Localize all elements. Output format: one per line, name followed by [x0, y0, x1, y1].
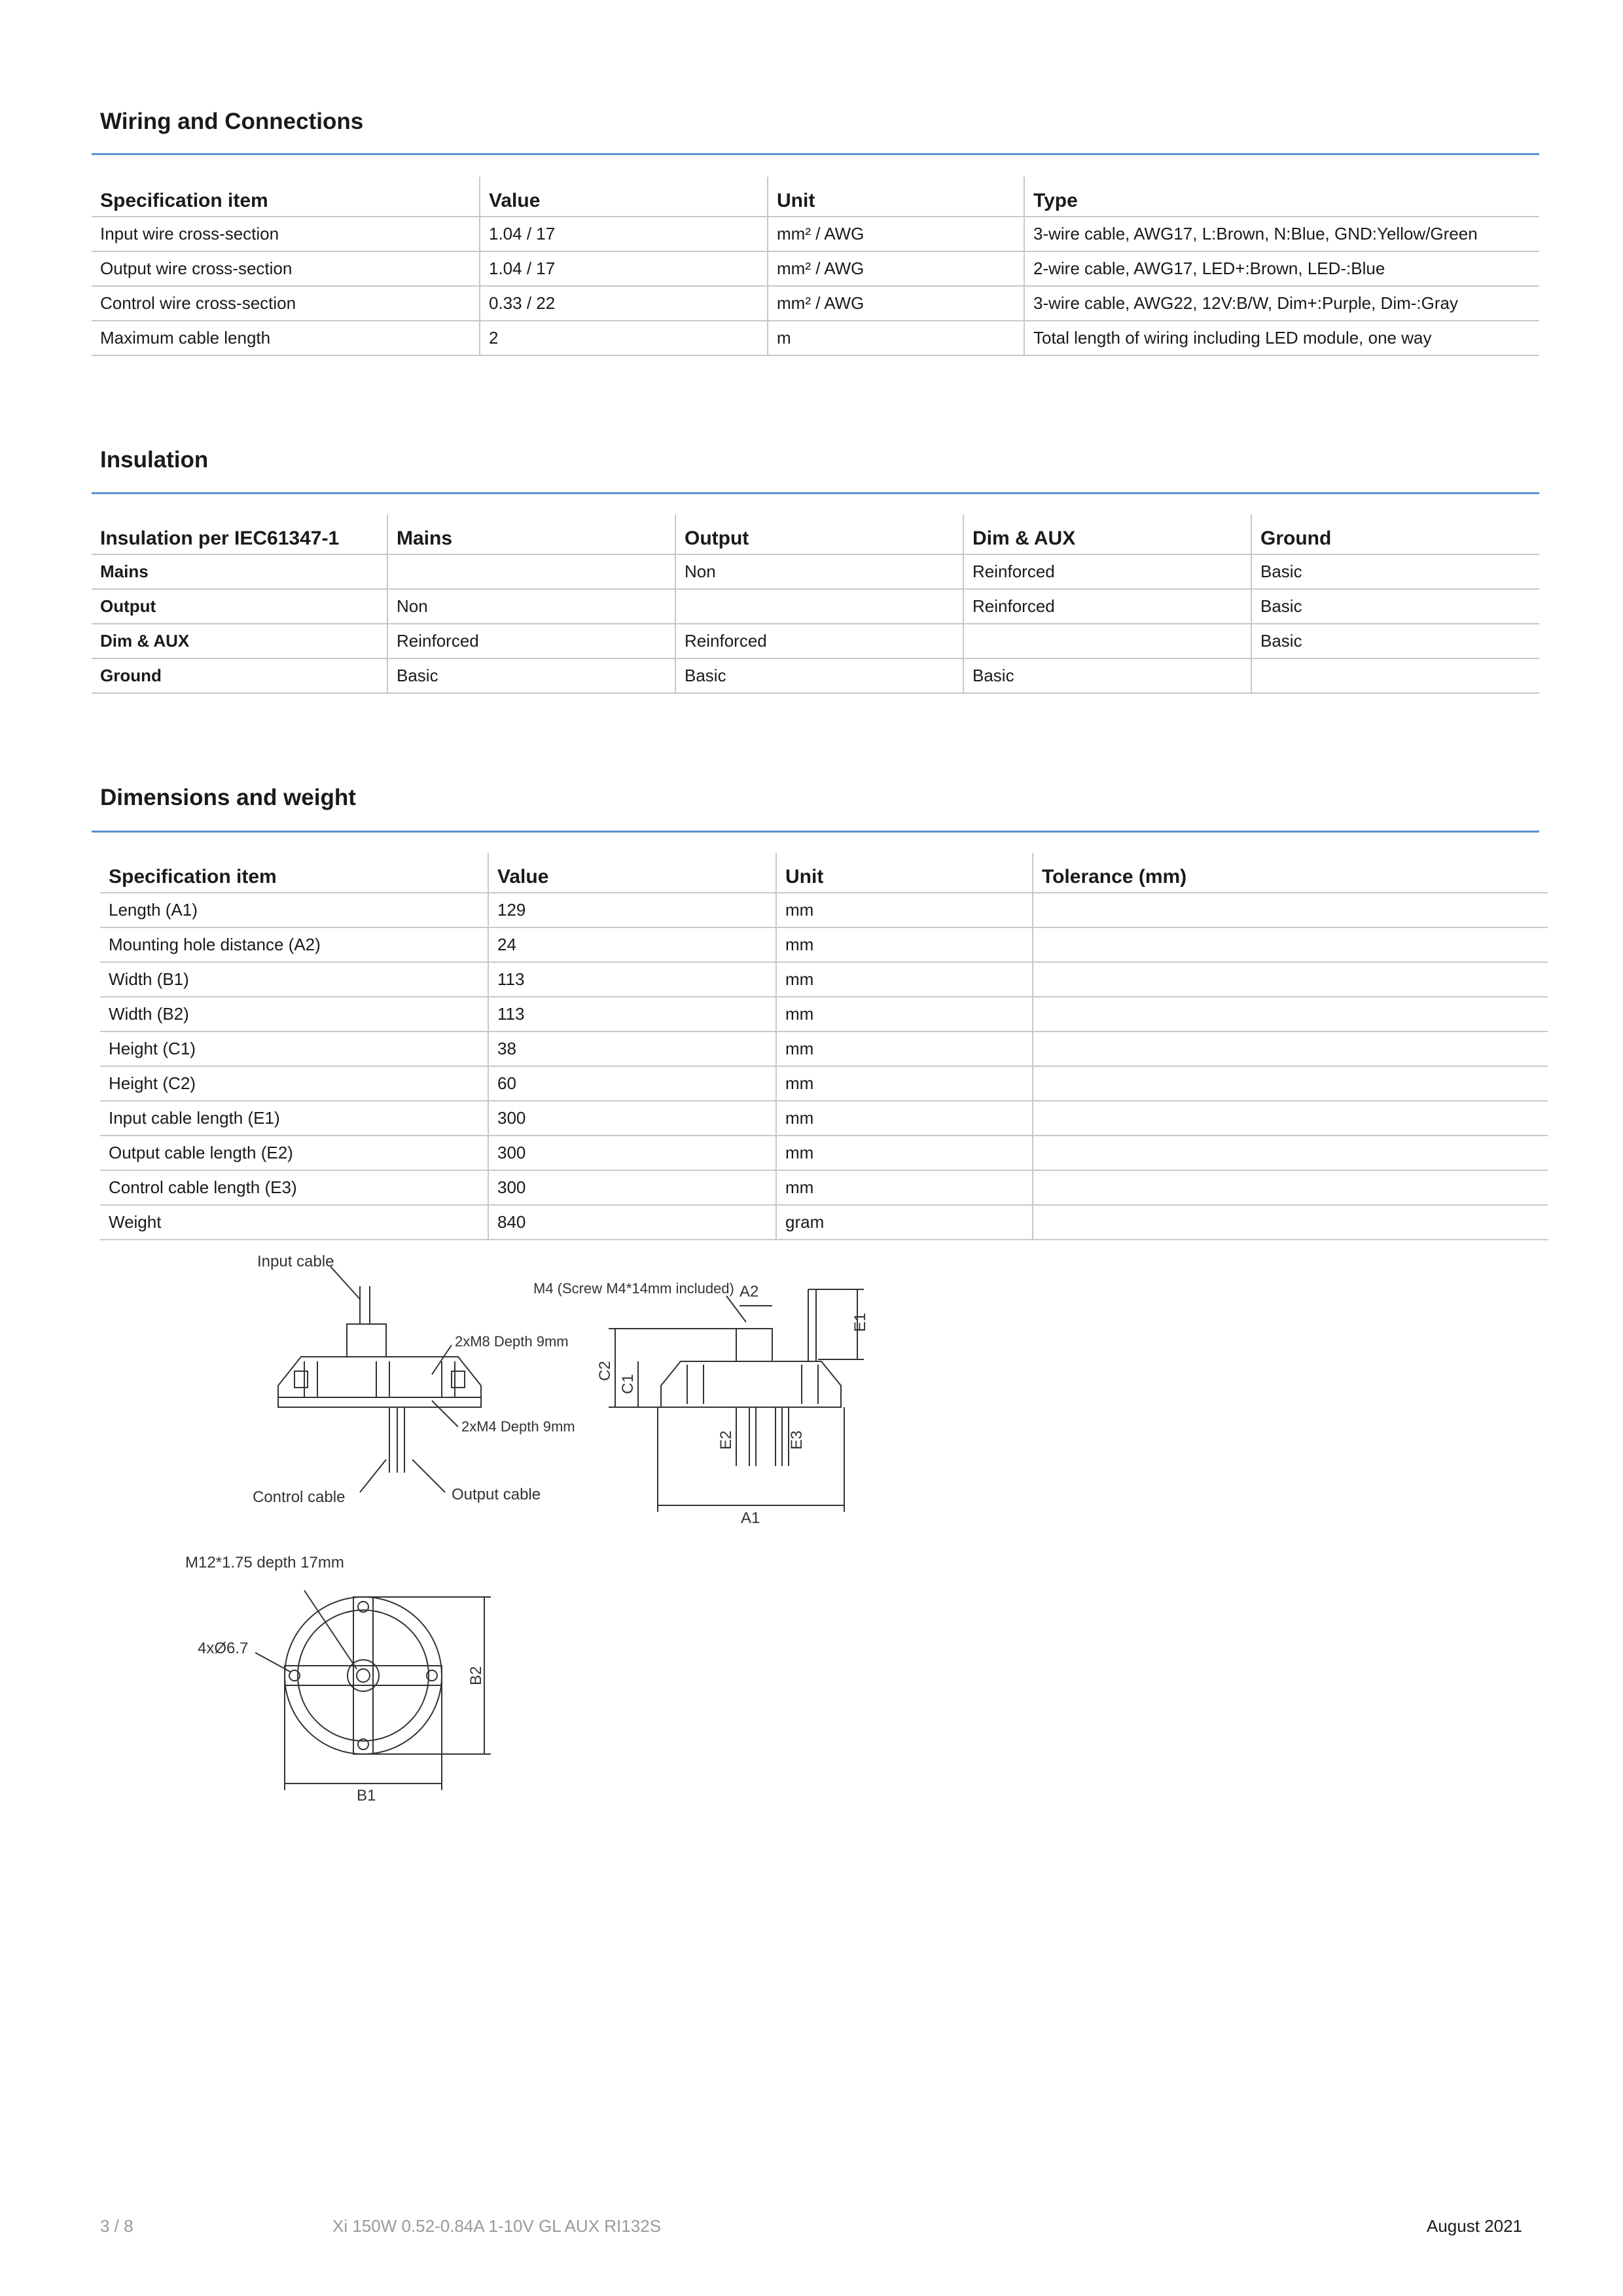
- table-cell: mm: [776, 1170, 1033, 1205]
- table-cell: [1033, 1170, 1548, 1205]
- table-cell: Width (B2): [100, 997, 488, 1031]
- cable-gland: [736, 1329, 772, 1361]
- section-title-dimensions: Dimensions and weight: [100, 785, 356, 810]
- section-title-insulation: Insulation: [100, 447, 209, 473]
- table-cell: [1033, 1136, 1548, 1170]
- page-number: 3 / 8: [100, 2216, 134, 2236]
- label-m8-holes: 2xM8 Depth 9mm: [455, 1333, 569, 1350]
- column-header: Ground: [1251, 514, 1539, 554]
- column-header: Unit: [776, 853, 1033, 893]
- table-cell: mm² / AWG: [768, 286, 1024, 321]
- table-row: [100, 997, 1548, 1031]
- dimension-drawing: [164, 1240, 916, 1816]
- table-cell: mm² / AWG: [768, 251, 1024, 286]
- table-cell: [1033, 997, 1548, 1031]
- table-cell: [1251, 658, 1539, 693]
- table-row: [92, 589, 1539, 624]
- table-row: [100, 1205, 1548, 1240]
- product-name: Xi 150W 0.52-0.84A 1-10V GL AUX RI132S: [332, 2216, 661, 2236]
- table-cell: 24: [488, 927, 776, 962]
- table-row: [100, 1031, 1548, 1066]
- table-cell: gram: [776, 1205, 1033, 1240]
- table-cell: mm: [776, 997, 1033, 1031]
- leader-line: [360, 1460, 386, 1492]
- leader-line: [304, 1590, 357, 1669]
- label-c1: C1: [619, 1374, 637, 1394]
- center-boss: [348, 1660, 379, 1691]
- section-rule: [92, 492, 1539, 494]
- table-row: [92, 251, 1539, 286]
- row-header: Dim & AUX: [92, 624, 387, 658]
- table-cell: Height (C1): [100, 1031, 488, 1066]
- label-m4-holes: 2xM4 Depth 9mm: [461, 1418, 575, 1435]
- table-row: [92, 217, 1539, 251]
- table-cell: [1033, 962, 1548, 997]
- table-cell: [1033, 1031, 1548, 1066]
- column-header: Mains: [387, 514, 675, 554]
- table-row: [100, 1136, 1548, 1170]
- table-cell: mm: [776, 1066, 1033, 1101]
- table-cell: Input wire cross-section: [92, 217, 480, 251]
- leader-line: [412, 1460, 445, 1492]
- table-cell: Output wire cross-section: [92, 251, 480, 286]
- label-b1: B1: [357, 1787, 376, 1804]
- table-cell: 300: [488, 1136, 776, 1170]
- column-header: Output: [675, 514, 963, 554]
- table-cell: 113: [488, 962, 776, 997]
- mounting-tab: [294, 1371, 308, 1388]
- row-header: Output: [92, 589, 387, 624]
- column-header: Tolerance (mm): [1033, 853, 1548, 893]
- table-cell: 300: [488, 1101, 776, 1136]
- table-cell: mm: [776, 893, 1033, 927]
- housing-fins: [304, 1361, 455, 1397]
- table-cell: Basic: [1251, 624, 1539, 658]
- table-cell: [1033, 1205, 1548, 1240]
- housing-inner-circle: [298, 1610, 429, 1741]
- table-cell: 2: [480, 321, 768, 355]
- table-cell: Output cable length (E2): [100, 1136, 488, 1170]
- column-header: Insulation per IEC61347-1: [92, 514, 387, 554]
- column-header: Value: [480, 177, 768, 217]
- mounting-tab: [452, 1371, 465, 1388]
- section-rule: [92, 831, 1539, 833]
- dimensions-table: [100, 853, 1548, 1240]
- table-row: [100, 893, 1548, 927]
- table-cell: [1033, 1066, 1548, 1101]
- table-cell: Reinforced: [675, 624, 963, 658]
- label-mounting-holes: 4xØ6.7: [198, 1640, 249, 1657]
- table-cell: 3-wire cable, AWG17, L:Brown, N:Blue, GND:Yellow/Green: [1024, 217, 1539, 251]
- table-cell: Basic: [1251, 554, 1539, 589]
- driver-housing-outline: [661, 1361, 841, 1407]
- wiring-table: [92, 177, 1539, 356]
- table-row: [100, 962, 1548, 997]
- table-cell: Height (C2): [100, 1066, 488, 1101]
- table-cell: 0.33 / 22: [480, 286, 768, 321]
- housing-fins: [687, 1365, 818, 1404]
- label-e1: E1: [851, 1312, 869, 1332]
- table-cell: [1033, 893, 1548, 927]
- label-a2: A2: [740, 1283, 759, 1300]
- row-header: Mains: [92, 554, 387, 589]
- table-row: [92, 554, 1539, 589]
- side-view: [253, 1253, 575, 1506]
- label-m12: M12*1.75 depth 17mm: [185, 1554, 344, 1571]
- label-input-cable: Input cable: [257, 1253, 334, 1270]
- top-view: [185, 1554, 491, 1804]
- table-cell: 1.04 / 17: [480, 217, 768, 251]
- table-cell: Mounting hole distance (A2): [100, 927, 488, 962]
- section-rule: [92, 153, 1539, 155]
- label-m4-screw: M4 (Screw M4*14mm included): [533, 1280, 734, 1297]
- document-date: August 2021: [1427, 2216, 1523, 2236]
- label-e3: E3: [788, 1430, 806, 1450]
- label-e2: E2: [717, 1430, 735, 1450]
- table-cell: [1033, 1101, 1548, 1136]
- table-cell: 60: [488, 1066, 776, 1101]
- driver-housing-outline: [278, 1357, 481, 1407]
- insulation-table: [92, 514, 1539, 694]
- table-cell: [387, 554, 675, 589]
- table-cell: m: [768, 321, 1024, 355]
- table-header-row: [92, 514, 1539, 554]
- table-cell: [1033, 927, 1548, 962]
- table-cell: Maximum cable length: [92, 321, 480, 355]
- table-cell: mm: [776, 962, 1033, 997]
- table-row: [92, 286, 1539, 321]
- table-cell: mm² / AWG: [768, 217, 1024, 251]
- column-header: Unit: [768, 177, 1024, 217]
- column-header: Dim & AUX: [963, 514, 1251, 554]
- table-cell: 129: [488, 893, 776, 927]
- table-row: [92, 624, 1539, 658]
- label-output-cable: Output cable: [452, 1486, 541, 1503]
- table-cell: 3-wire cable, AWG22, 12V:B/W, Dim+:Purple, Dim-:Gray: [1024, 286, 1539, 321]
- label-c2: C2: [596, 1361, 614, 1381]
- table-cell: Weight: [100, 1205, 488, 1240]
- table-cell: mm: [776, 1031, 1033, 1066]
- table-row: [100, 1101, 1548, 1136]
- table-cell: 113: [488, 997, 776, 1031]
- m12-thread-hole: [357, 1669, 370, 1682]
- table-cell: [963, 624, 1251, 658]
- table-cell: mm: [776, 1136, 1033, 1170]
- label-b2: B2: [467, 1666, 485, 1685]
- table-cell: Non: [387, 589, 675, 624]
- table-cell: Reinforced: [387, 624, 675, 658]
- column-header: Specification item: [92, 177, 480, 217]
- table-header-row: [100, 853, 1548, 893]
- label-a1: A1: [741, 1509, 760, 1527]
- table-header-row: [92, 177, 1539, 217]
- table-cell: 1.04 / 17: [480, 251, 768, 286]
- table-row: [92, 658, 1539, 693]
- table-cell: Total length of wiring including LED module, one way: [1024, 321, 1539, 355]
- front-view: [533, 1280, 869, 1527]
- table-cell: mm: [776, 1101, 1033, 1136]
- table-cell: mm: [776, 927, 1033, 962]
- leader-line: [432, 1401, 458, 1427]
- column-header: Specification item: [100, 853, 488, 893]
- table-cell: Basic: [675, 658, 963, 693]
- table-cell: Basic: [1251, 589, 1539, 624]
- table-cell: 2-wire cable, AWG17, LED+:Brown, LED-:Blue: [1024, 251, 1539, 286]
- column-header: Type: [1024, 177, 1539, 217]
- table-row: [100, 1066, 1548, 1101]
- table-row: [100, 1170, 1548, 1205]
- leader-line: [330, 1266, 360, 1299]
- table-cell: 300: [488, 1170, 776, 1205]
- table-row: [92, 321, 1539, 355]
- section-title-wiring: Wiring and Connections: [100, 109, 364, 134]
- cable-gland: [347, 1324, 386, 1357]
- column-header: Value: [488, 853, 776, 893]
- table-cell: 840: [488, 1205, 776, 1240]
- table-cell: Length (A1): [100, 893, 488, 927]
- row-header: Ground: [92, 658, 387, 693]
- table-cell: Reinforced: [963, 554, 1251, 589]
- table-cell: Width (B1): [100, 962, 488, 997]
- table-row: [100, 927, 1548, 962]
- label-control-cable: Control cable: [253, 1488, 346, 1506]
- table-cell: Input cable length (E1): [100, 1101, 488, 1136]
- table-cell: Non: [675, 554, 963, 589]
- table-cell: [675, 589, 963, 624]
- table-cell: Basic: [387, 658, 675, 693]
- table-cell: Reinforced: [963, 589, 1251, 624]
- table-cell: Control cable length (E3): [100, 1170, 488, 1205]
- table-cell: Basic: [963, 658, 1251, 693]
- housing-circle: [285, 1597, 442, 1754]
- table-cell: 38: [488, 1031, 776, 1066]
- table-cell: Control wire cross-section: [92, 286, 480, 321]
